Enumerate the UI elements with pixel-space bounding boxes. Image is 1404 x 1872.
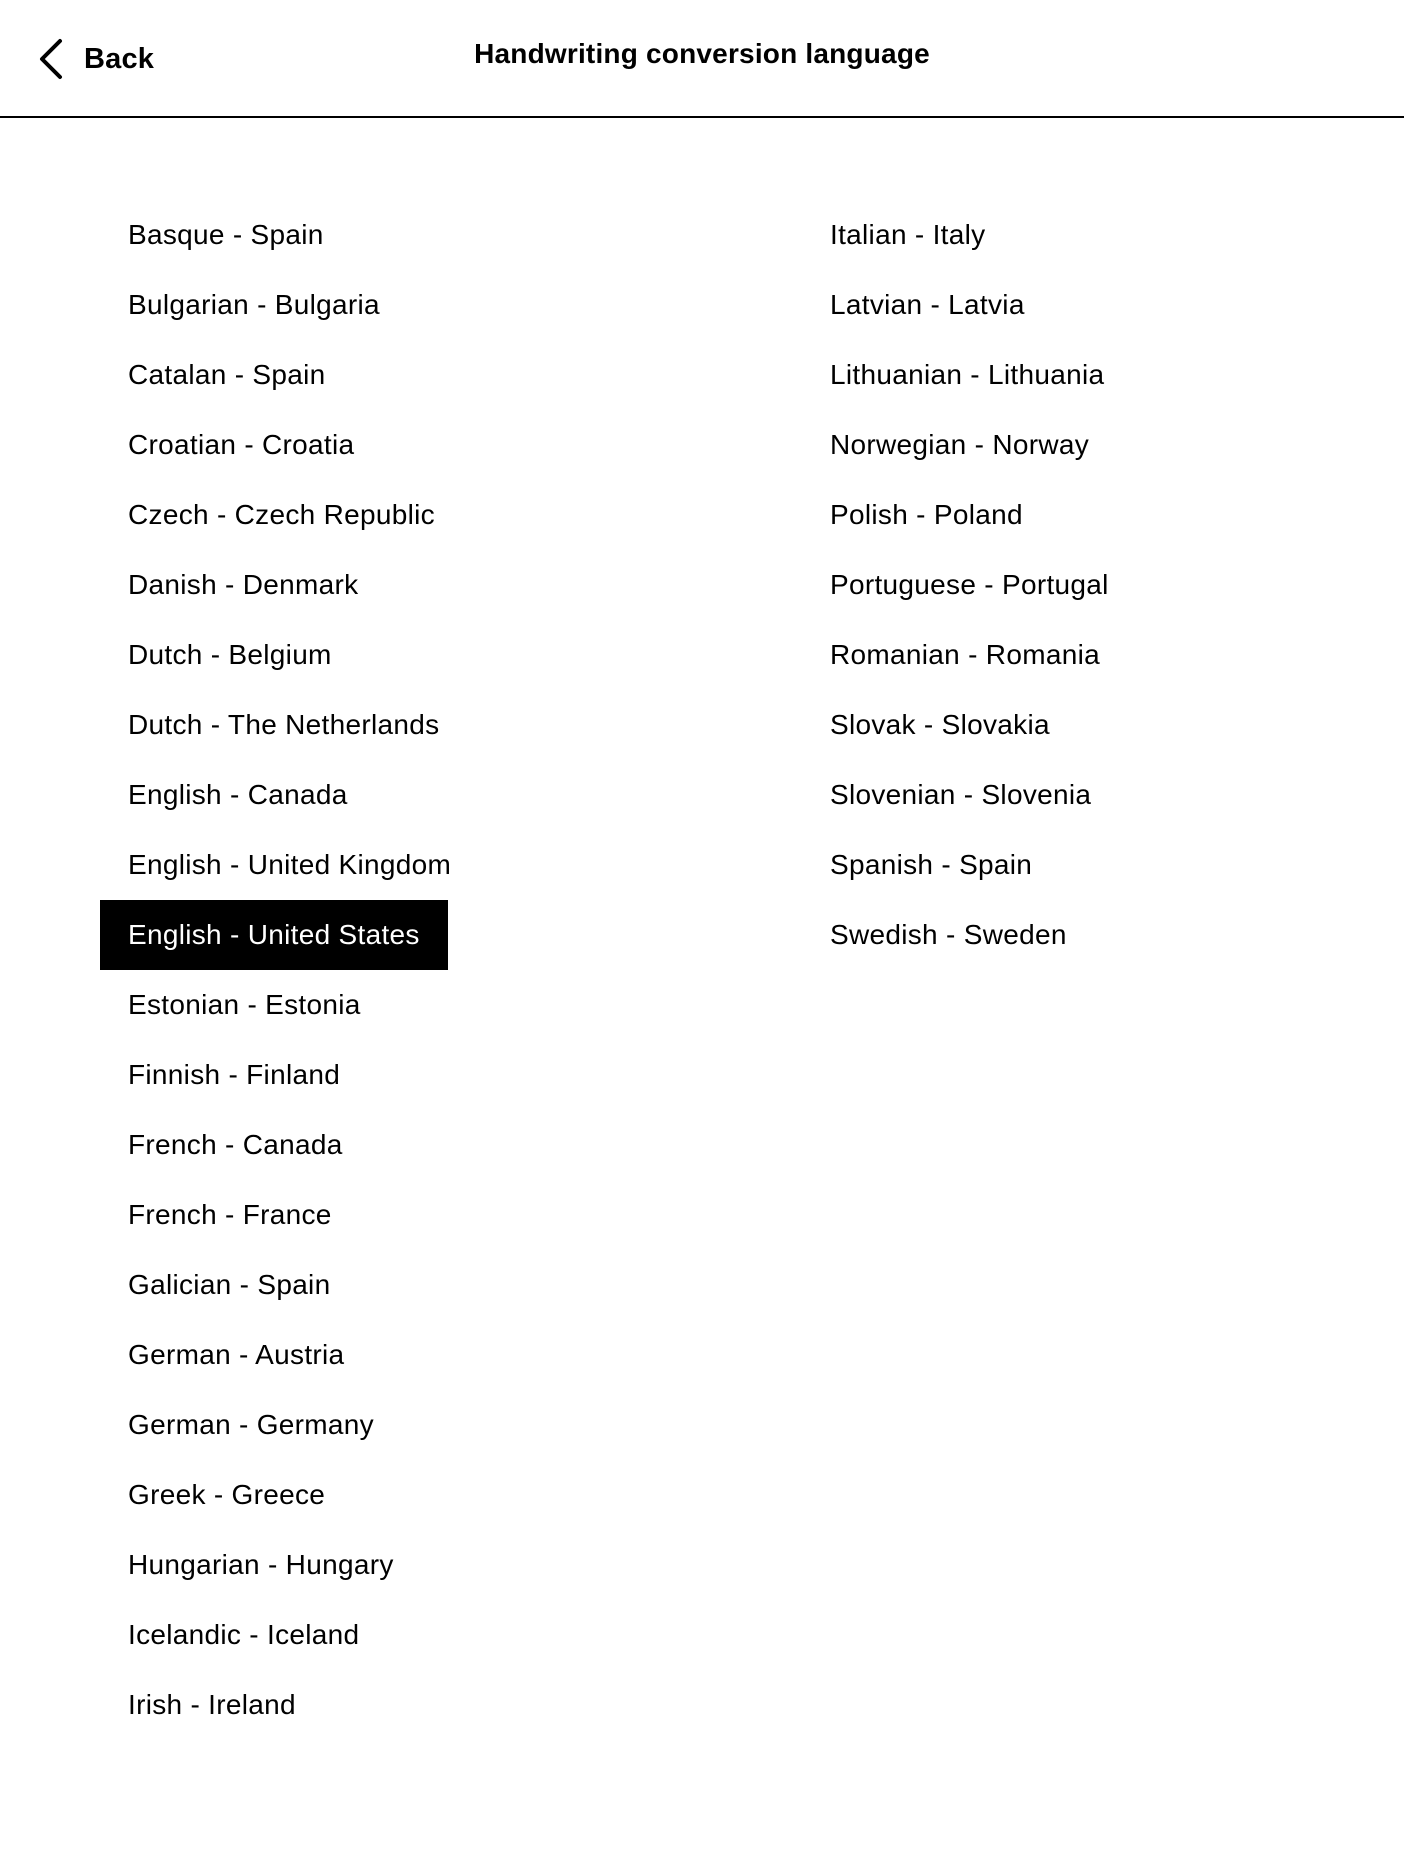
language-option[interactable]: Romanian - Romania <box>830 639 1100 670</box>
language-option-selected[interactable]: English - United States <box>100 900 448 970</box>
language-option[interactable]: Estonian - Estonia <box>128 989 361 1020</box>
language-option[interactable]: Polish - Poland <box>830 499 1023 530</box>
language-option[interactable]: Portuguese - Portugal <box>830 569 1109 600</box>
language-option[interactable]: Galician - Spain <box>128 1269 331 1300</box>
language-option[interactable]: Icelandic - Iceland <box>128 1619 360 1650</box>
top-bar <box>0 0 1404 118</box>
language-option[interactable]: Irish - Ireland <box>128 1689 296 1720</box>
language-option[interactable]: Norwegian - Norway <box>830 429 1090 460</box>
language-option[interactable]: Lithuanian - Lithuania <box>830 359 1105 390</box>
back-label: Back <box>84 42 155 75</box>
language-option[interactable]: Czech - Czech Republic <box>128 499 435 530</box>
language-option[interactable]: Greek - Greece <box>128 1479 326 1510</box>
language-list-left <box>100 200 479 1740</box>
language-option[interactable]: Swedish - Sweden <box>830 919 1067 950</box>
page-title: Handwriting conversion language <box>474 38 930 69</box>
language-option[interactable]: English - Canada <box>128 779 348 810</box>
language-option[interactable]: Hungarian - Hungary <box>128 1549 394 1580</box>
language-option[interactable]: German - Austria <box>128 1339 345 1370</box>
language-option[interactable]: Spanish - Spain <box>830 849 1033 880</box>
language-option[interactable]: Finnish - Finland <box>128 1059 341 1090</box>
language-option[interactable]: German - Germany <box>128 1409 374 1440</box>
language-option[interactable]: Catalan - Spain <box>128 359 326 390</box>
language-option[interactable]: French - France <box>128 1199 332 1230</box>
language-option[interactable]: Bulgarian - Bulgaria <box>128 289 380 320</box>
language-option[interactable]: Slovenian - Slovenia <box>830 779 1092 810</box>
language-option[interactable]: Basque - Spain <box>128 219 324 250</box>
language-option[interactable]: Slovak - Slovakia <box>830 709 1050 740</box>
language-option[interactable]: Latvian - Latvia <box>830 289 1025 320</box>
language-option[interactable]: Croatian - Croatia <box>128 429 355 460</box>
language-option[interactable]: Dutch - The Netherlands <box>128 709 440 740</box>
language-option[interactable]: Dutch - Belgium <box>128 639 332 670</box>
language-list-right <box>802 200 1137 970</box>
language-option[interactable]: English - United Kingdom <box>128 849 452 880</box>
language-option[interactable]: Danish - Denmark <box>128 569 359 600</box>
language-option[interactable]: Italian - Italy <box>830 219 986 250</box>
language-option[interactable]: French - Canada <box>128 1129 343 1160</box>
